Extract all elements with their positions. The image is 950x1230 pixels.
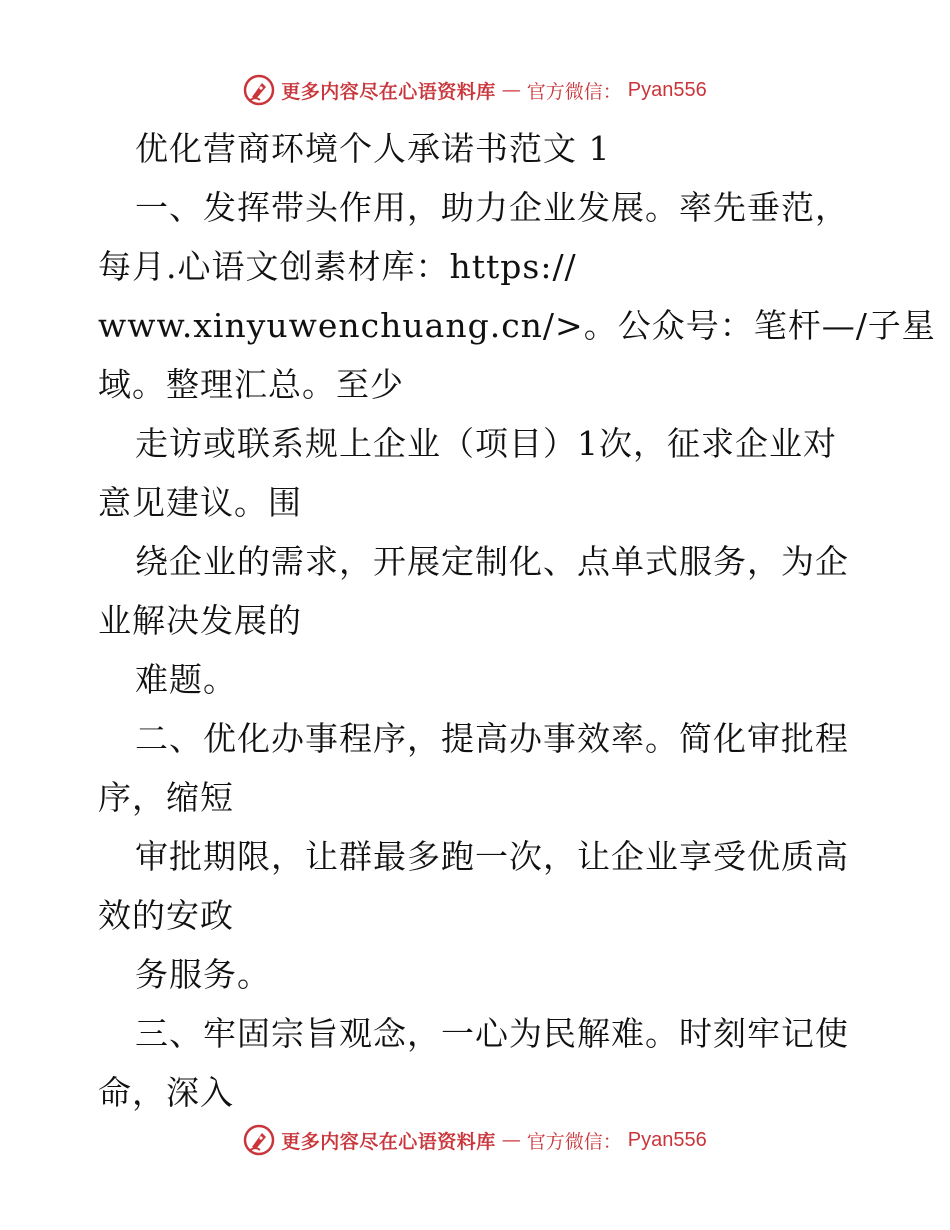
paragraph-line: 命，深入: [98, 1073, 234, 1112]
banner-brand-text: 更多内容尽在心语资料库: [281, 80, 496, 103]
document-body: [98, 119, 936, 1122]
paragraph-line: 一、发挥带头作用，助力企业发展。率先垂范，: [135, 188, 849, 227]
banner-dash: —: [501, 1129, 521, 1151]
paragraph-line: 绕企业的需求，开展定制化、点单式服务，为企: [135, 542, 849, 581]
banner-wechat-label: 官方微信：: [526, 80, 622, 103]
paragraph-line: 序，缩短: [98, 778, 234, 817]
paragraph-line: 业解决发展的: [98, 601, 302, 640]
banner-wechat-id: Pyan556: [627, 1128, 707, 1151]
watermark-banner: [243, 74, 707, 106]
paragraph-line: 意见建议。围: [98, 483, 302, 522]
paragraph-line: 每月.心语文创素材库：https://: [98, 247, 577, 286]
banner-wechat-label: 官方微信：: [526, 1130, 622, 1153]
page-footer-banner: [0, 1120, 950, 1160]
banner-brand-text: 更多内容尽在心语资料库: [281, 1130, 496, 1153]
paragraph-line: 效的安政: [98, 896, 234, 935]
pen-nib-logo-icon: [243, 1124, 275, 1156]
paragraph-line: 审批期限，让群最多跑一次，让企业享受优质高: [135, 837, 849, 876]
paragraph-line: 走访或联系规上企业（项目）1次，征求企业对: [135, 424, 837, 463]
paragraph-line: 二、优化办事程序，提高办事效率。简化审批程: [135, 719, 849, 758]
banner-dash: —: [501, 79, 521, 101]
pen-nib-logo-icon: [243, 74, 275, 106]
watermark-banner: [243, 1124, 707, 1156]
paragraph-line: 务服务。: [135, 955, 271, 994]
paragraph-line: 域。整理汇总。至少: [98, 365, 404, 404]
paragraph-line: www.xinyuwenchuang.cn/>。公众号：笔杆—/子星: [98, 306, 936, 345]
banner-wechat-id: Pyan556: [627, 78, 707, 101]
page-header-banner: [0, 70, 950, 110]
document-title: 优化营商环境个人承诺书范文 1: [135, 129, 611, 168]
paragraph-line: 三、牢固宗旨观念，一心为民解难。时刻牢记使: [135, 1014, 849, 1053]
paragraph-line: 难题。: [135, 660, 237, 699]
